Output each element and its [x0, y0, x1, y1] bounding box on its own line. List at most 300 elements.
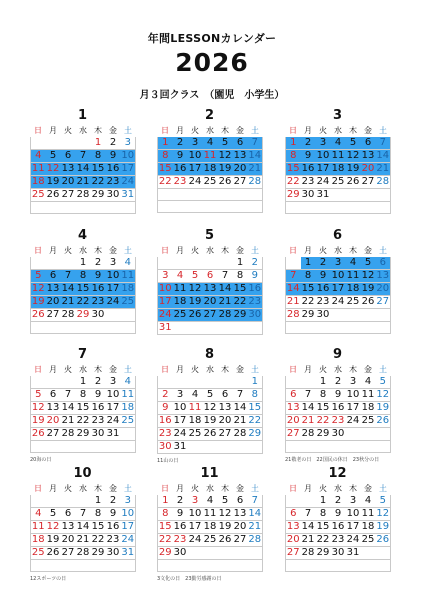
weekday-header: 木: [94, 126, 102, 135]
day-cell: 28: [248, 176, 262, 187]
day-cell: 4: [121, 376, 136, 389]
day-cell: 13: [286, 521, 300, 532]
day-cell: 5: [376, 495, 391, 508]
month-8: [157, 347, 262, 464]
day-cell: 15: [301, 283, 315, 294]
month-label: 1: [77, 108, 88, 123]
weekday-header: 木: [349, 246, 357, 255]
month-6: [285, 228, 390, 344]
weekday-header: 月: [304, 246, 312, 255]
day-cell: 17: [106, 283, 120, 294]
day-cell: 22: [158, 534, 172, 545]
day-cell: 29: [91, 189, 105, 200]
day-cell: 14: [301, 521, 315, 532]
empty-cell: [233, 547, 248, 560]
month-grid: [285, 125, 391, 214]
day-cell: 12: [218, 150, 232, 161]
day-cell: 17: [316, 163, 330, 174]
empty-cell: [121, 202, 136, 214]
week-row: [31, 428, 136, 441]
day-cell: 5: [46, 508, 61, 521]
day-cell: 16: [91, 283, 105, 294]
day-cell: 7: [376, 137, 391, 150]
holiday-note: 21敬老の日 22国民の休日 23秋分の日: [285, 457, 380, 463]
day-cell: 27: [218, 428, 232, 439]
day-cell: 5: [218, 495, 233, 508]
day-cell: 18: [188, 415, 202, 426]
day-cell: 27: [61, 547, 75, 558]
week-row: [286, 309, 391, 322]
day-cell: 22: [91, 176, 105, 187]
weekday-header: 日: [161, 365, 169, 374]
day-cell: 19: [188, 296, 202, 307]
weekday-header: 金: [364, 246, 372, 255]
day-cell: 4: [31, 150, 46, 163]
day-cell: 27: [286, 428, 300, 439]
week-row: [31, 322, 136, 334]
month-grid: [157, 245, 263, 335]
day-cell: 14: [248, 508, 262, 519]
week-row: [286, 202, 391, 214]
week-row: [158, 176, 263, 189]
day-cell: 11: [361, 389, 375, 400]
day-cell: 8: [233, 270, 248, 283]
weekday-header: 火: [319, 246, 327, 255]
day-cell: 24: [121, 534, 135, 545]
day-cell: 16: [173, 163, 187, 174]
weekday-header: 木: [221, 246, 229, 255]
weekday-header: 金: [109, 246, 117, 255]
empty-cell: [361, 441, 376, 453]
empty-cell: [346, 560, 361, 572]
day-cell: 22: [233, 296, 247, 307]
day-cell: 18: [31, 534, 45, 545]
day-cell: 28: [76, 189, 90, 200]
day-cell: 26: [203, 428, 217, 439]
day-cell: 4: [361, 376, 376, 389]
day-cell: 24: [106, 415, 120, 426]
empty-cell: [61, 495, 76, 508]
empty-cell: [286, 376, 301, 389]
weekday-header: 木: [94, 246, 102, 255]
day-cell: 24: [316, 176, 330, 187]
day-cell: 12: [188, 283, 202, 294]
day-cell: 19: [218, 521, 232, 532]
empty-cell: [361, 202, 376, 214]
empty-cell: [188, 201, 203, 213]
weekday-header: 木: [349, 126, 357, 135]
day-cell: 6: [376, 257, 391, 270]
day-cell: 28: [61, 309, 75, 320]
weekday-header: 火: [191, 246, 199, 255]
day-cell: 31: [316, 189, 330, 200]
month-grid: [157, 483, 263, 572]
day-cell: 7: [61, 389, 76, 402]
day-cell: 1: [233, 257, 248, 270]
weekday-header: 金: [109, 126, 117, 135]
day-cell: 9: [91, 389, 106, 402]
day-cell: 8: [316, 508, 331, 521]
day-cell: 1: [91, 137, 106, 150]
empty-cell: [301, 202, 316, 214]
weekday-header: 日: [34, 365, 42, 374]
day-cell: 7: [248, 495, 263, 508]
day-cell: 19: [46, 534, 60, 545]
day-cell: 7: [248, 137, 263, 150]
day-cell: 6: [61, 508, 76, 521]
empty-cell: [233, 441, 248, 454]
month-label: 4: [77, 228, 88, 243]
weekday-header: 土: [251, 365, 259, 374]
day-cell: 3: [158, 270, 173, 283]
empty-cell: [376, 189, 391, 202]
day-cell: 12: [218, 508, 232, 519]
week-row: [31, 534, 136, 547]
weekday-header: 金: [236, 365, 244, 374]
day-cell: 4: [188, 389, 203, 402]
empty-cell: [218, 441, 233, 454]
day-cell: 3: [188, 137, 203, 150]
week-row: [158, 389, 263, 402]
day-cell: 27: [46, 309, 60, 320]
day-cell: 15: [91, 521, 105, 532]
day-cell: 15: [91, 163, 105, 174]
empty-cell: [106, 322, 121, 334]
week-row: [286, 150, 391, 163]
day-cell: 9: [158, 402, 173, 415]
day-cell: 29: [233, 309, 247, 320]
empty-cell: [46, 441, 61, 453]
day-cell: 9: [173, 508, 188, 521]
day-cell: 14: [61, 402, 75, 413]
day-cell: 8: [158, 150, 173, 163]
day-cell: 5: [31, 389, 46, 402]
week-row: [158, 376, 263, 389]
weekday-header: 金: [109, 484, 117, 493]
day-cell: 18: [173, 296, 187, 307]
day-cell: 19: [31, 296, 45, 307]
day-cell: 15: [233, 283, 247, 294]
day-cell: 8: [286, 150, 301, 163]
day-cell: 11: [331, 150, 345, 161]
day-cell: 7: [301, 389, 316, 402]
day-cell: 26: [218, 534, 232, 545]
day-cell: 12: [376, 508, 390, 519]
week-row: [158, 257, 263, 270]
day-cell: 25: [346, 296, 360, 307]
day-cell: 13: [61, 163, 75, 174]
day-cell: 17: [331, 283, 345, 294]
day-cell: 9: [248, 270, 263, 283]
day-cell: 19: [361, 283, 375, 294]
empty-cell: [61, 560, 76, 572]
day-cell: 14: [218, 283, 232, 294]
weekday-header: 水: [334, 246, 342, 255]
empty-cell: [91, 202, 106, 214]
week-row: [158, 309, 263, 322]
day-cell: 9: [91, 270, 106, 283]
empty-cell: [31, 202, 46, 214]
weekday-header: 火: [319, 484, 327, 493]
day-cell: 6: [46, 270, 61, 283]
empty-cell: [61, 441, 76, 453]
weekday-header: 日: [34, 126, 42, 135]
day-cell: 22: [248, 415, 262, 426]
day-cell: 30: [158, 441, 172, 452]
day-cell: 15: [316, 521, 330, 532]
day-cell: 6: [203, 270, 218, 283]
class-subtitle: 月３回クラス （園児 小学生）: [139, 90, 285, 101]
week-row: [158, 137, 263, 150]
week-row: [286, 163, 391, 176]
month-2: [157, 108, 262, 223]
day-cell: 6: [286, 508, 301, 521]
day-cell: 24: [331, 296, 345, 307]
month-grid: [30, 364, 136, 453]
day-cell: 15: [286, 163, 300, 174]
empty-cell: [203, 257, 218, 270]
day-cell: 6: [61, 150, 76, 163]
month-label: 12: [328, 466, 347, 481]
month-label: 9: [332, 347, 343, 362]
day-cell: 30: [301, 189, 315, 200]
empty-cell: [286, 257, 301, 270]
weekday-header: 月: [304, 484, 312, 493]
month-label: 8: [204, 347, 215, 362]
week-row: [158, 283, 263, 296]
day-cell: 23: [316, 296, 330, 307]
day-cell: 17: [188, 163, 202, 174]
month-grid: [157, 125, 263, 213]
month-11: [157, 466, 262, 582]
day-cell: 7: [301, 508, 316, 521]
weekday-header: 金: [109, 365, 117, 374]
empty-cell: [106, 202, 121, 214]
empty-cell: [31, 322, 46, 334]
day-cell: 27: [46, 428, 60, 439]
day-cell: 18: [361, 521, 375, 532]
month-4: [30, 228, 135, 344]
week-row: [31, 495, 136, 508]
day-cell: 10: [173, 402, 187, 413]
holiday-note: [285, 217, 390, 224]
month-label: 6: [332, 228, 343, 243]
day-cell: 16: [316, 283, 330, 294]
weekday-header: 火: [64, 126, 72, 135]
empty-cell: [46, 137, 61, 150]
day-cell: 13: [46, 402, 60, 413]
day-cell: 1: [316, 376, 331, 389]
weekday-header: 土: [124, 365, 132, 374]
day-cell: 23: [301, 176, 315, 187]
day-cell: 27: [286, 547, 300, 558]
day-cell: 22: [158, 176, 172, 187]
empty-cell: [376, 441, 391, 453]
week-row: [158, 428, 263, 441]
weekday-header: 火: [191, 126, 199, 135]
day-cell: 23: [106, 534, 120, 545]
day-cell: 4: [121, 257, 136, 270]
day-cell: 26: [346, 176, 360, 187]
empty-cell: [203, 547, 218, 560]
month-9: [285, 347, 390, 463]
day-cell: 29: [316, 547, 330, 558]
day-cell: 10: [158, 283, 172, 294]
day-cell: 25: [331, 176, 345, 187]
day-cell: 5: [46, 150, 61, 163]
week-row: [286, 441, 391, 453]
day-cell: 22: [316, 534, 330, 545]
weekday-header: 月: [49, 484, 57, 493]
day-cell: 1: [158, 137, 173, 150]
day-cell: 17: [346, 402, 360, 413]
day-cell: 21: [248, 163, 262, 174]
empty-cell: [121, 560, 136, 572]
empty-cell: [158, 376, 173, 389]
day-cell: 14: [233, 402, 247, 413]
day-cell: 30: [316, 309, 330, 320]
empty-cell: [173, 201, 188, 213]
weekday-header: 土: [251, 484, 259, 493]
empty-cell: [346, 322, 361, 334]
week-row: [31, 189, 136, 202]
week-row: [286, 189, 391, 202]
week-row: [31, 176, 136, 189]
day-cell: 10: [188, 508, 202, 519]
empty-cell: [286, 322, 301, 334]
weekday-header: 月: [49, 126, 57, 135]
empty-cell: [76, 495, 91, 508]
day-cell: 20: [376, 283, 390, 294]
empty-cell: [173, 376, 188, 389]
weekday-header: 水: [206, 365, 214, 374]
day-cell: 24: [106, 296, 120, 307]
day-cell: 17: [121, 521, 135, 532]
day-cell: 28: [76, 547, 90, 558]
day-cell: 20: [233, 163, 247, 174]
day-cell: 2: [331, 495, 346, 508]
day-cell: 2: [316, 257, 331, 270]
day-cell: 18: [31, 176, 45, 187]
day-cell: 4: [203, 495, 218, 508]
day-cell: 16: [248, 283, 262, 294]
day-cell: 6: [286, 389, 301, 402]
empty-cell: [31, 376, 46, 389]
day-cell: 2: [106, 495, 121, 508]
month-label: 10: [73, 466, 92, 481]
weekday-header: 土: [124, 126, 132, 135]
week-row: [286, 176, 391, 189]
day-cell: 16: [106, 163, 120, 174]
empty-cell: [61, 257, 76, 270]
empty-cell: [361, 189, 376, 202]
empty-cell: [46, 322, 61, 334]
day-cell: 17: [106, 402, 120, 413]
week-row: [31, 547, 136, 560]
day-cell: 13: [376, 270, 390, 281]
day-cell: 21: [286, 296, 300, 307]
day-cell: 29: [76, 309, 90, 320]
empty-cell: [233, 376, 248, 389]
weekday-header: 水: [206, 246, 214, 255]
week-row: [31, 137, 136, 150]
day-cell: 3: [316, 137, 331, 150]
day-cell: 20: [218, 415, 232, 426]
day-cell: 31: [121, 547, 135, 558]
empty-cell: [218, 376, 233, 389]
empty-cell: [376, 547, 391, 560]
week-row: [31, 508, 136, 521]
weekday-header: 水: [334, 484, 342, 493]
week-row: [286, 508, 391, 521]
weekday-header: 土: [379, 484, 387, 493]
day-cell: 25: [31, 547, 45, 558]
day-cell: 15: [316, 402, 330, 413]
empty-cell: [361, 309, 376, 322]
day-cell: 4: [346, 257, 361, 270]
day-cell: 9: [331, 508, 346, 521]
week-row: [158, 163, 263, 176]
empty-cell: [301, 441, 316, 453]
empty-cell: [233, 560, 248, 572]
empty-cell: [158, 201, 173, 213]
day-cell: 10: [331, 270, 345, 281]
day-cell: 28: [301, 547, 315, 558]
empty-cell: [203, 189, 218, 201]
day-cell: 3: [121, 137, 136, 150]
weekday-header: 金: [364, 365, 372, 374]
day-cell: 11: [31, 521, 45, 532]
day-cell: 3: [331, 257, 346, 270]
day-cell: 13: [233, 150, 247, 161]
weekday-header: 日: [34, 484, 42, 493]
weekday-header: 土: [379, 365, 387, 374]
day-cell: 28: [218, 309, 232, 320]
week-row: [31, 521, 136, 534]
day-cell: 31: [173, 441, 187, 452]
day-cell: 11: [121, 389, 135, 400]
day-cell: 20: [46, 296, 60, 307]
day-cell: 29: [301, 309, 315, 320]
day-cell: 26: [46, 189, 60, 200]
day-cell: 2: [173, 137, 188, 150]
day-cell: 20: [61, 176, 75, 187]
day-cell: 12: [361, 270, 375, 281]
day-cell: 16: [331, 402, 345, 413]
week-row: [31, 415, 136, 428]
empty-cell: [46, 495, 61, 508]
holiday-note: [157, 216, 262, 223]
weekday-header: 土: [124, 484, 132, 493]
week-row: [286, 137, 391, 150]
empty-cell: [218, 189, 233, 201]
day-cell: 26: [376, 534, 390, 545]
day-cell: 21: [218, 296, 232, 307]
day-cell: 3: [173, 389, 188, 402]
week-row: [286, 257, 391, 270]
empty-cell: [121, 428, 136, 441]
day-cell: 30: [173, 547, 187, 558]
empty-cell: [76, 441, 91, 453]
day-cell: 10: [121, 150, 135, 161]
day-cell: 6: [218, 389, 233, 402]
day-cell: 17: [346, 521, 360, 532]
day-cell: 7: [61, 270, 76, 283]
week-row: [286, 547, 391, 560]
month-label: 5: [204, 228, 215, 243]
week-row: [286, 495, 391, 508]
empty-cell: [286, 560, 301, 572]
